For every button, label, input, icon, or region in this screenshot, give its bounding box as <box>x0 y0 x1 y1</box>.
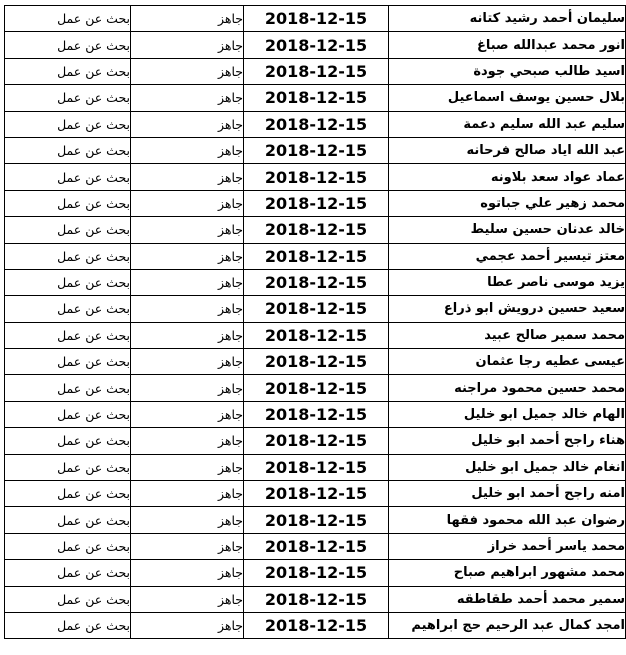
name-cell: خالد عدنان حسين سليط <box>389 217 626 243</box>
table-row <box>5 533 626 559</box>
status-cell: جاهز <box>131 375 244 401</box>
table-row <box>5 6 626 32</box>
type-cell: بحث عن عمل <box>5 85 131 111</box>
table-row <box>5 111 626 137</box>
name-cell: امجد كمال عبد الرحيم حج ابراهيم <box>389 612 626 638</box>
date-cell: 2018-12-15 <box>244 454 389 480</box>
name-cell: اسيد طالب صبحي جودة <box>389 58 626 84</box>
status-cell: جاهز <box>131 32 244 58</box>
name-cell: امنه راجح أحمد ابو خليل <box>389 481 626 507</box>
table-row <box>5 58 626 84</box>
type-cell: بحث عن عمل <box>5 586 131 612</box>
name-cell: هناء راجح أحمد ابو خليل <box>389 428 626 454</box>
name-cell: عماد عواد سعد بلاونه <box>389 164 626 190</box>
type-cell: بحث عن عمل <box>5 58 131 84</box>
status-cell: جاهز <box>131 349 244 375</box>
table-row <box>5 322 626 348</box>
name-cell: الهام خالد جميل ابو خليل <box>389 401 626 427</box>
status-cell: جاهز <box>131 137 244 163</box>
table-row <box>5 137 626 163</box>
status-cell: جاهز <box>131 111 244 137</box>
date-cell: 2018-12-15 <box>244 560 389 586</box>
date-cell: 2018-12-15 <box>244 533 389 559</box>
name-cell: عبد الله اياد صالح فرحانه <box>389 137 626 163</box>
date-cell: 2018-12-15 <box>244 243 389 269</box>
date-cell: 2018-12-15 <box>244 428 389 454</box>
type-cell: بحث عن عمل <box>5 6 131 32</box>
table-row <box>5 612 626 638</box>
status-cell: جاهز <box>131 322 244 348</box>
table-row <box>5 32 626 58</box>
type-cell: بحث عن عمل <box>5 164 131 190</box>
type-cell: بحث عن عمل <box>5 401 131 427</box>
name-cell: انغام خالد جميل ابو خليل <box>389 454 626 480</box>
status-cell: جاهز <box>131 6 244 32</box>
table-row <box>5 481 626 507</box>
table-row <box>5 507 626 533</box>
table-row <box>5 85 626 111</box>
table-row <box>5 190 626 216</box>
table-row <box>5 349 626 375</box>
name-cell: يزيد موسى ناصر عطا <box>389 269 626 295</box>
status-cell: جاهز <box>131 58 244 84</box>
type-cell: بحث عن عمل <box>5 190 131 216</box>
date-cell: 2018-12-15 <box>244 612 389 638</box>
type-cell: بحث عن عمل <box>5 375 131 401</box>
table-row <box>5 586 626 612</box>
name-cell: رضوان عبد الله محمود فقها <box>389 507 626 533</box>
type-cell: بحث عن عمل <box>5 454 131 480</box>
status-cell: جاهز <box>131 533 244 559</box>
date-cell: 2018-12-15 <box>244 32 389 58</box>
table-row <box>5 428 626 454</box>
type-cell: بحث عن عمل <box>5 217 131 243</box>
date-cell: 2018-12-15 <box>244 322 389 348</box>
status-cell: جاهز <box>131 612 244 638</box>
name-cell: سليمان أحمد رشيد كتانه <box>389 6 626 32</box>
date-cell: 2018-12-15 <box>244 111 389 137</box>
date-cell: 2018-12-15 <box>244 269 389 295</box>
status-cell: جاهز <box>131 243 244 269</box>
type-cell: بحث عن عمل <box>5 296 131 322</box>
name-cell: عيسى عطيه رجا عثمان <box>389 349 626 375</box>
type-cell: بحث عن عمل <box>5 612 131 638</box>
type-cell: بحث عن عمل <box>5 349 131 375</box>
type-cell: بحث عن عمل <box>5 111 131 137</box>
date-cell: 2018-12-15 <box>244 349 389 375</box>
document-sheet <box>4 5 625 639</box>
status-cell: جاهز <box>131 401 244 427</box>
status-cell: جاهز <box>131 190 244 216</box>
name-cell: محمد حسين محمود مراجنه <box>389 375 626 401</box>
type-cell: بحث عن عمل <box>5 533 131 559</box>
table-row <box>5 243 626 269</box>
type-cell: بحث عن عمل <box>5 32 131 58</box>
type-cell: بحث عن عمل <box>5 507 131 533</box>
date-cell: 2018-12-15 <box>244 217 389 243</box>
type-cell: بحث عن عمل <box>5 269 131 295</box>
type-cell: بحث عن عمل <box>5 243 131 269</box>
status-cell: جاهز <box>131 428 244 454</box>
table-row <box>5 401 626 427</box>
name-cell: بلال حسين يوسف اسماعيل <box>389 85 626 111</box>
name-cell: انور محمد عبدالله صباغ <box>389 32 626 58</box>
name-cell: محمد زهير علي جباتوه <box>389 190 626 216</box>
status-cell: جاهز <box>131 296 244 322</box>
type-cell: بحث عن عمل <box>5 481 131 507</box>
name-cell: سعيد حسين درويش ابو ذراع <box>389 296 626 322</box>
table-row <box>5 560 626 586</box>
date-cell: 2018-12-15 <box>244 85 389 111</box>
date-cell: 2018-12-15 <box>244 481 389 507</box>
date-cell: 2018-12-15 <box>244 58 389 84</box>
status-cell: جاهز <box>131 217 244 243</box>
type-cell: بحث عن عمل <box>5 322 131 348</box>
type-cell: بحث عن عمل <box>5 428 131 454</box>
date-cell: 2018-12-15 <box>244 137 389 163</box>
date-cell: 2018-12-15 <box>244 507 389 533</box>
name-cell: سمير محمد أحمد طقاطقه <box>389 586 626 612</box>
table-row <box>5 454 626 480</box>
name-cell: محمد مشهور ابراهيم صباح <box>389 560 626 586</box>
table-row <box>5 217 626 243</box>
status-cell: جاهز <box>131 586 244 612</box>
table-row <box>5 164 626 190</box>
status-cell: جاهز <box>131 269 244 295</box>
name-cell: محمد ياسر أحمد خراز <box>389 533 626 559</box>
date-cell: 2018-12-15 <box>244 6 389 32</box>
date-cell: 2018-12-15 <box>244 401 389 427</box>
status-cell: جاهز <box>131 164 244 190</box>
records-table <box>4 5 626 639</box>
records-table-body <box>5 6 626 639</box>
status-cell: جاهز <box>131 454 244 480</box>
status-cell: جاهز <box>131 507 244 533</box>
status-cell: جاهز <box>131 481 244 507</box>
table-row <box>5 375 626 401</box>
status-cell: جاهز <box>131 560 244 586</box>
date-cell: 2018-12-15 <box>244 375 389 401</box>
name-cell: معتز تيسير أحمد عجمي <box>389 243 626 269</box>
name-cell: سليم عبد الله سليم دعمة <box>389 111 626 137</box>
table-row <box>5 296 626 322</box>
date-cell: 2018-12-15 <box>244 164 389 190</box>
type-cell: بحث عن عمل <box>5 137 131 163</box>
date-cell: 2018-12-15 <box>244 190 389 216</box>
table-row <box>5 269 626 295</box>
type-cell: بحث عن عمل <box>5 560 131 586</box>
name-cell: محمد سمير صالح عبيد <box>389 322 626 348</box>
status-cell: جاهز <box>131 85 244 111</box>
date-cell: 2018-12-15 <box>244 586 389 612</box>
date-cell: 2018-12-15 <box>244 296 389 322</box>
